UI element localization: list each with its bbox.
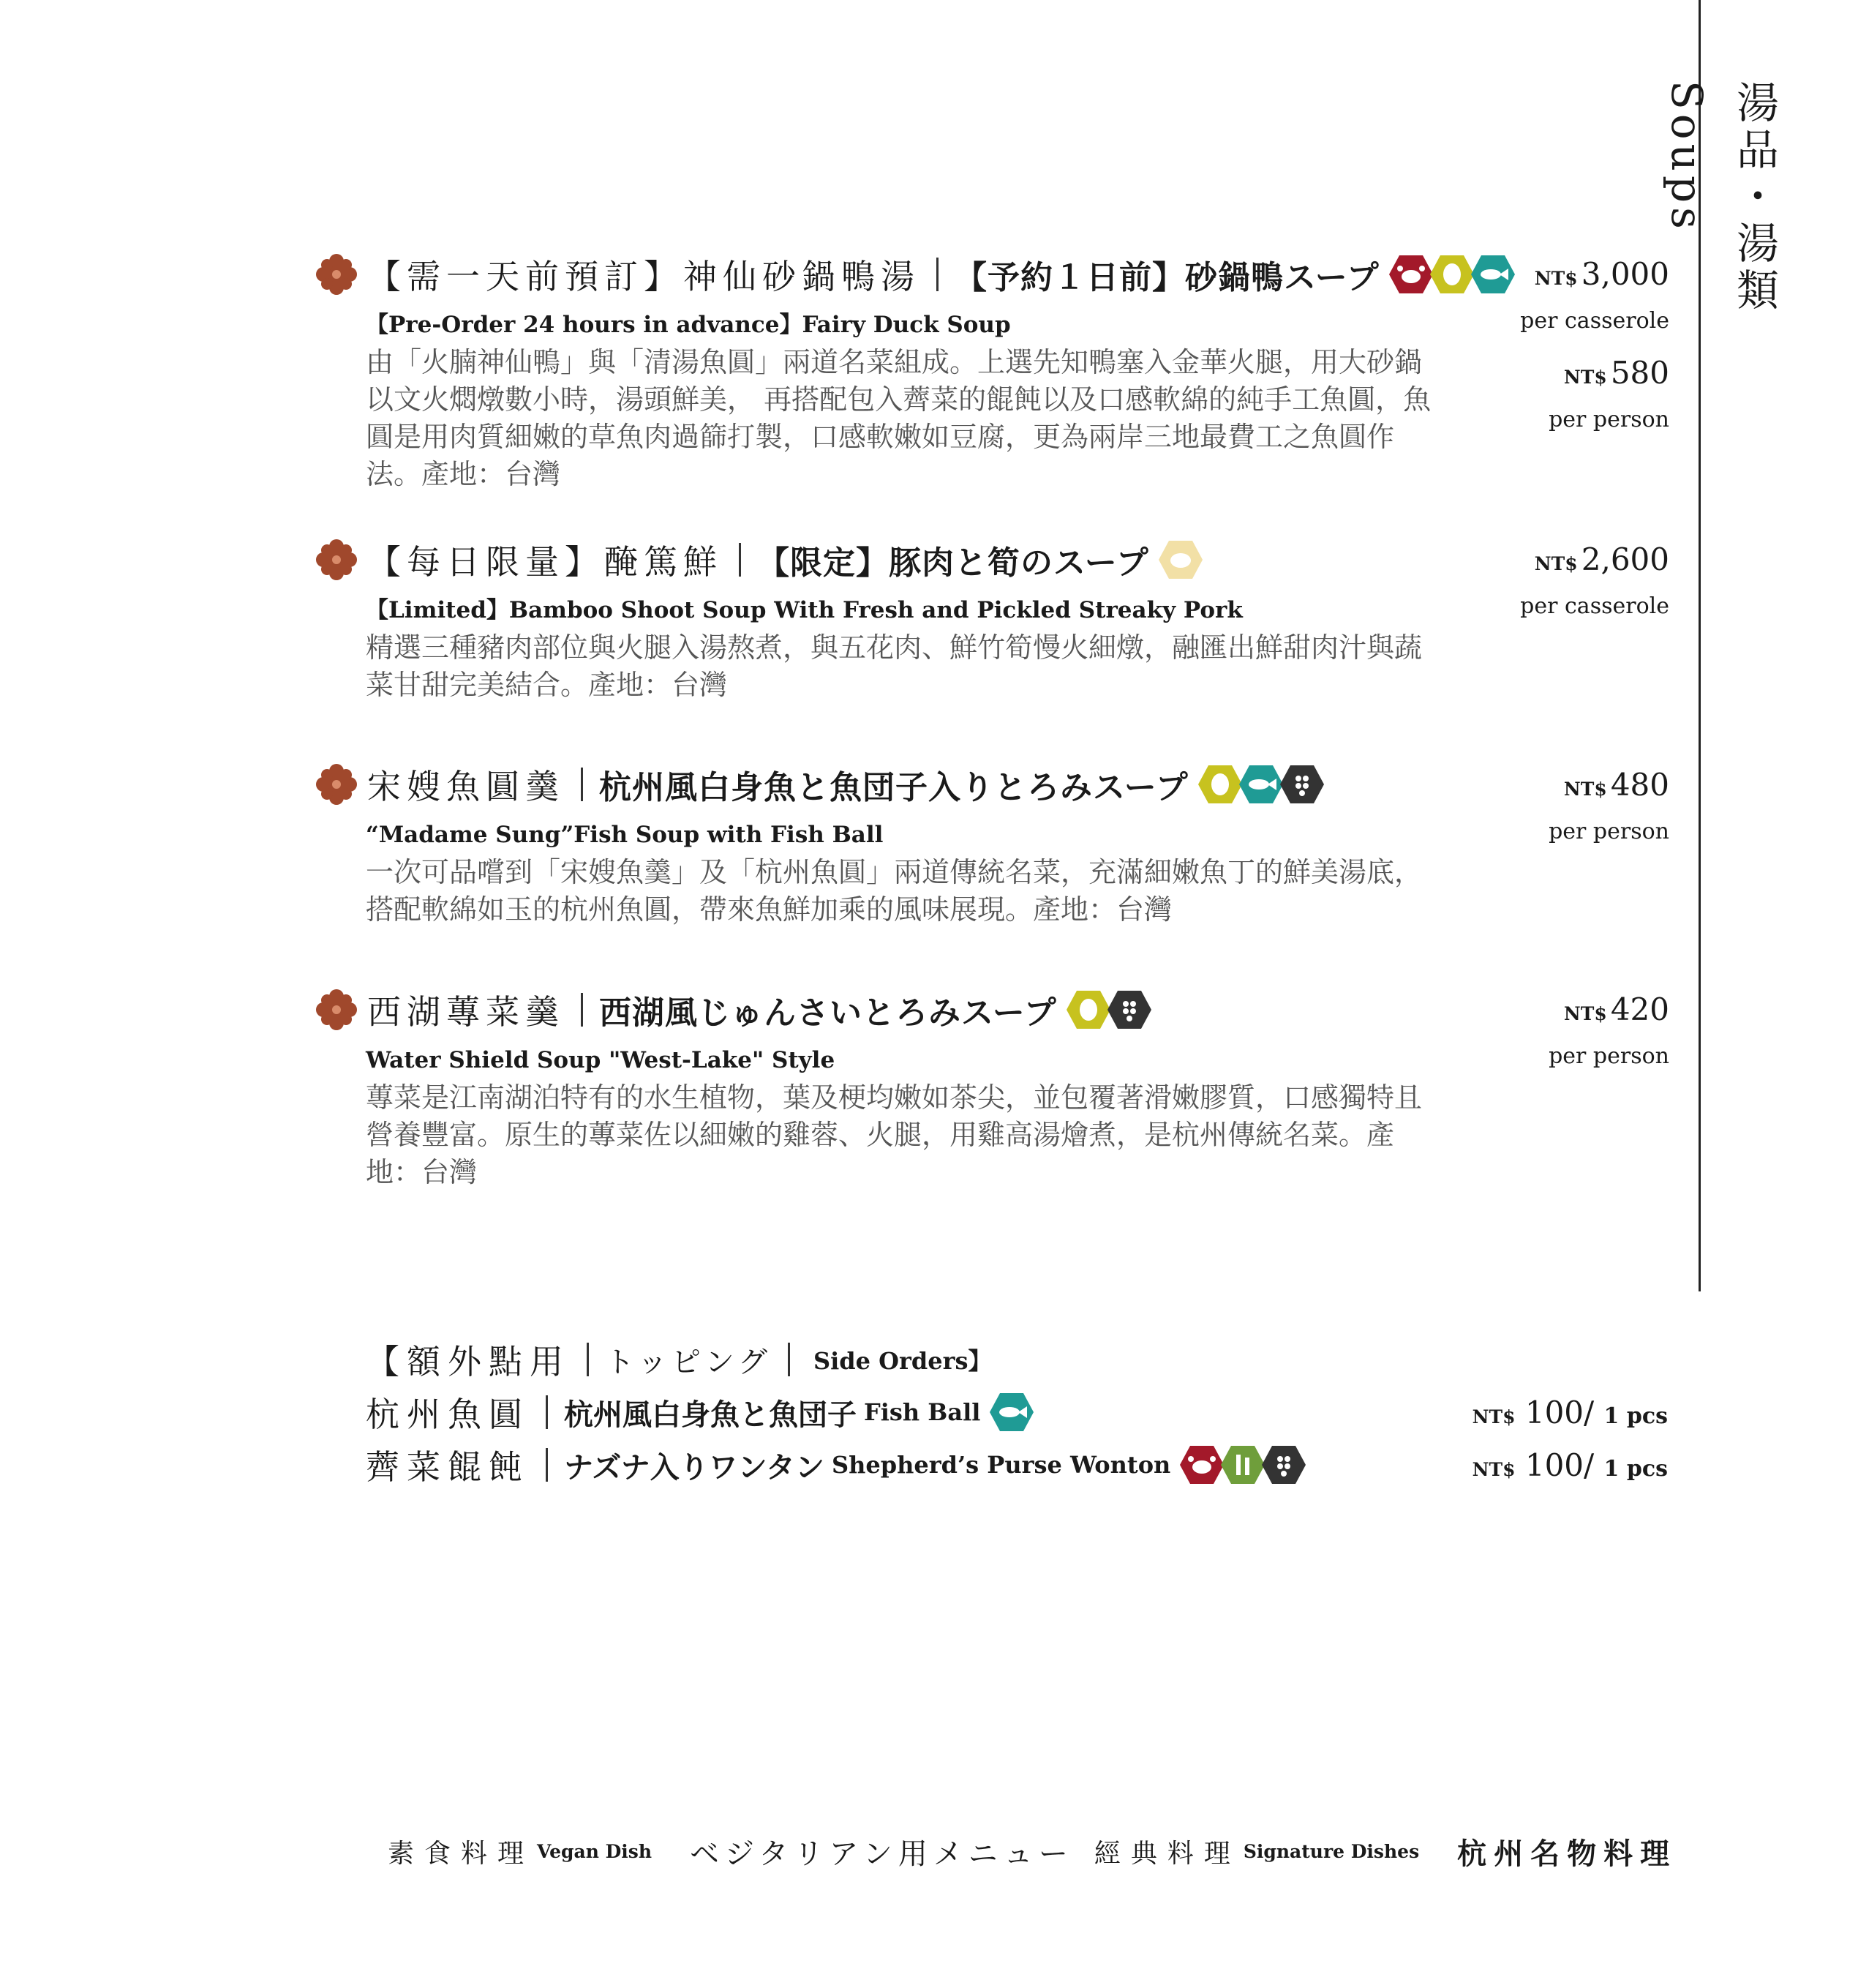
side-order-price: NT$ 100/ 1 pcs	[1472, 1394, 1668, 1430]
item-name-zh: 【每日限量】醃篤鮮	[367, 542, 723, 582]
wheat-icon	[1261, 1444, 1306, 1485]
item-price: NT$ 2,600 per casserole	[1520, 541, 1669, 619]
crab-icon	[1388, 254, 1434, 295]
menu-item	[315, 533, 1668, 704]
item-description: 由「火腩神仙鴨」與「清湯魚圓」兩道名菜組成。上選先知鴨塞入金華火腿，用大砂鍋以文火燜燉數小時，湯頭鮮美， 再搭配包入薺菜的餛飩以及口感軟綿的純手工魚圓，魚圓是用肉質細嫩的草魚肉過篩打製，口感軟嫩如豆腐，更為兩岸三地最費工之魚圓作法。產地：台灣	[366, 346, 1432, 490]
item-name-en: “Madame Sung”Fish Soup with Fish Ball	[366, 822, 884, 848]
signature-emblem-icon	[315, 538, 358, 582]
signature-emblem-icon	[315, 988, 358, 1032]
item-name-en: 【Limited】Bamboo Shoot Soup With Fresh and Pickled Streaky Pork	[366, 597, 1243, 623]
item-description: 蓴菜是江南湖泊特有的水生植物，葉及梗均嫩如茶尖，並包覆著滑嫩膠質，口感獨特且營養豐富。原生的蓴菜佐以細嫩的雞蓉、火腿，用雞高湯燴煮，是杭州傳統名菜。產地：台灣	[366, 1081, 1423, 1188]
item-name-jp: 【限定】豚肉と筍のスープ	[757, 544, 1149, 582]
vegetable-icon	[1220, 1444, 1265, 1485]
egg-icon	[1066, 989, 1111, 1030]
separator	[739, 543, 741, 577]
legend-vegan-en: Vegan Dish	[537, 1840, 652, 1862]
item-price: NT$ 480 per person	[1549, 767, 1669, 844]
legend-vegan-zh: 素食料理	[388, 1838, 535, 1869]
item-name-zh: 西湖蓴菜羹	[367, 992, 565, 1032]
item-name-jp: 【予約１日前】砂鍋鴨スープ	[955, 259, 1380, 296]
egg-icon	[1197, 764, 1243, 805]
pork-icon	[1158, 539, 1203, 580]
item-name-zh: 宋嫂魚圓羹	[367, 767, 565, 806]
section-title: 湯品・湯類 Soups	[1662, 80, 1779, 315]
fish-icon	[989, 1392, 1034, 1433]
fish-icon	[1470, 254, 1516, 295]
separator	[788, 1343, 790, 1376]
separator	[546, 1448, 548, 1482]
menu-item	[315, 247, 1668, 493]
legend	[366, 1822, 1677, 1880]
signature-emblem-icon	[315, 762, 358, 806]
side-order-price: NT$ 100/ 1 pcs	[1472, 1447, 1668, 1483]
legend-signature-jp: 杭州名物料理	[1457, 1836, 1677, 1871]
egg-icon	[1429, 254, 1475, 295]
item-name-en: Water Shield Soup "West-Lake" Style	[366, 1047, 835, 1073]
legend-vegan-jp: ベジタリアン用メニュー	[690, 1837, 1074, 1871]
menu-item	[315, 983, 1668, 1191]
item-price: NT$ 3,000 per casserole	[1520, 256, 1669, 334]
item-price: NT$ 420 per person	[1549, 991, 1669, 1069]
item-name-jp: 杭州風白身魚と魚団子入りとろみスープ	[599, 769, 1189, 806]
side-order-item: 薺菜餛飩 ナズナ入りワンタン Shepherd’s Purse Wonton NT$ 100/ 1 pcs	[366, 1439, 1668, 1491]
wheat-icon	[1107, 989, 1152, 1030]
separator	[581, 768, 583, 801]
legend-signature-en: Signature Dishes	[1243, 1840, 1420, 1862]
legend-signature-zh: 經典料理	[1094, 1838, 1241, 1869]
wheat-icon	[1279, 764, 1325, 805]
item-description: 一次可品嚐到「宋嫂魚羹」及「杭州魚圓」兩道傳統名菜，充滿細嫩魚丁的鮮美湯底，搭配軟綿如玉的杭州魚圓，帶來魚鮮加乘的風味展現。產地：台灣	[366, 856, 1423, 926]
side-order-item: 杭州魚圓 杭州風白身魚と魚団子 Fish Ball NT$ 100/ 1 pcs	[366, 1386, 1668, 1439]
fish-icon	[1238, 764, 1284, 805]
separator	[546, 1395, 548, 1429]
item-description: 精選三種豬肉部位與火腿入湯熬煮，與五花肉、鮮竹筍慢火細燉，融匯出鮮甜肉汁與蔬菜甘甜完美結合。產地：台灣	[366, 631, 1423, 701]
side-orders	[366, 1333, 1668, 1491]
item-name-jp: 西湖風じゅんさいとろみスープ	[599, 994, 1057, 1032]
menu-item	[315, 757, 1668, 929]
separator	[581, 993, 583, 1027]
separator	[587, 1343, 589, 1376]
signature-emblem-icon	[315, 252, 358, 296]
separator	[936, 258, 939, 291]
crab-icon	[1179, 1444, 1225, 1485]
side-orders-header: 【額外點用 トッピング Side Orders】	[366, 1342, 992, 1381]
item-name-en: 【Pre-Order 24 hours in advance】Fairy Duck Soup	[366, 312, 1011, 338]
item-name-zh: 【需一天前預訂】神仙砂鍋鴨湯	[367, 257, 920, 296]
item-price: NT$ 580 per person	[1549, 355, 1669, 432]
